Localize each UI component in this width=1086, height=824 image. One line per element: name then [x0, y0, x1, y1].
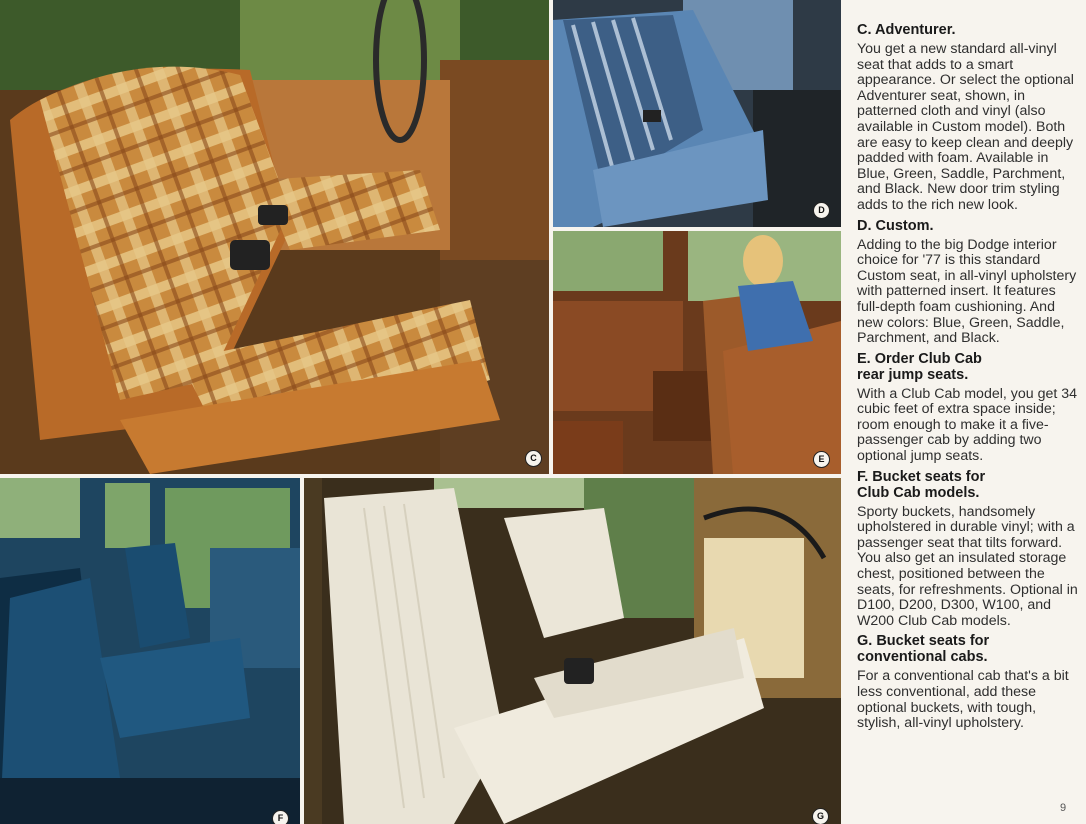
photo-label-badge: D: [813, 202, 830, 219]
section-club-cab-buckets: [857, 469, 1079, 630]
section-body: You get a new standard all-vinyl seat that adds to a smart appearance. Or select the optional Adventurer seat, shown, in patterned cloth and vinyl (also available in Custom model). Both are easy to keep clean and deeply padded with foam. Available in Blue, Green, Saddle, Parchment, and Black. New door trim styling adds to the rich new look.: [857, 41, 1074, 213]
section-heading: C. Adventurer.: [857, 22, 956, 38]
section-adventurer: [857, 22, 1079, 214]
section-jump-seats: [857, 351, 1079, 465]
section-body: Adding to the big Dodge interior choice for '77 is this standard Custom seat, in all-vinyl upholstery with patterned insert. It features full-depth foam cushioning. And new colors: Blue, Green, Saddle, Parchment, and Black.: [857, 236, 1077, 347]
section-heading: F. Bucket seats for Club Cab models.: [857, 468, 986, 501]
section-heading: D. Custom.: [857, 217, 934, 234]
photo-conventional-buckets: [304, 478, 841, 824]
section-heading: G. Bucket seats for conventional cabs.: [857, 633, 990, 666]
photo-label-badge: F: [272, 810, 289, 824]
photo-custom-seat: [553, 0, 841, 227]
photo-club-cab-buckets: [0, 478, 300, 824]
section-body: For a conventional cab that's a bit less conventional, add these optional buckets, with tough, stylish, all-vinyl upholstery.: [857, 668, 1069, 732]
description-column: [857, 22, 1079, 736]
section-body: With a Club Cab model, you get 34 cubic feet of extra space inside; room enough to make it a five-passenger cab by adding two optional jump seats.: [857, 385, 1078, 465]
section-conventional-buckets: [857, 633, 1079, 731]
photo-label-badge: E: [813, 451, 830, 468]
photo-club-cab-jump-seats: [553, 231, 841, 474]
section-heading: E. Order Club Cab rear jump seats.: [857, 350, 982, 383]
page-number: 9: [1060, 802, 1067, 814]
section-custom: [857, 218, 1079, 347]
section-body: Sporty buckets, handsomely upholstered in durable vinyl; with a passenger seat that tilts forward. You also get an insulated storage chest, positioned between the seats, for refreshments. Optional in D100, D200, D300, W100, and W200 Club Cab models.: [857, 503, 1078, 629]
photo-label-badge: G: [812, 808, 829, 824]
photo-label-badge: C: [525, 450, 542, 467]
photo-adventurer-seat: [0, 0, 549, 474]
